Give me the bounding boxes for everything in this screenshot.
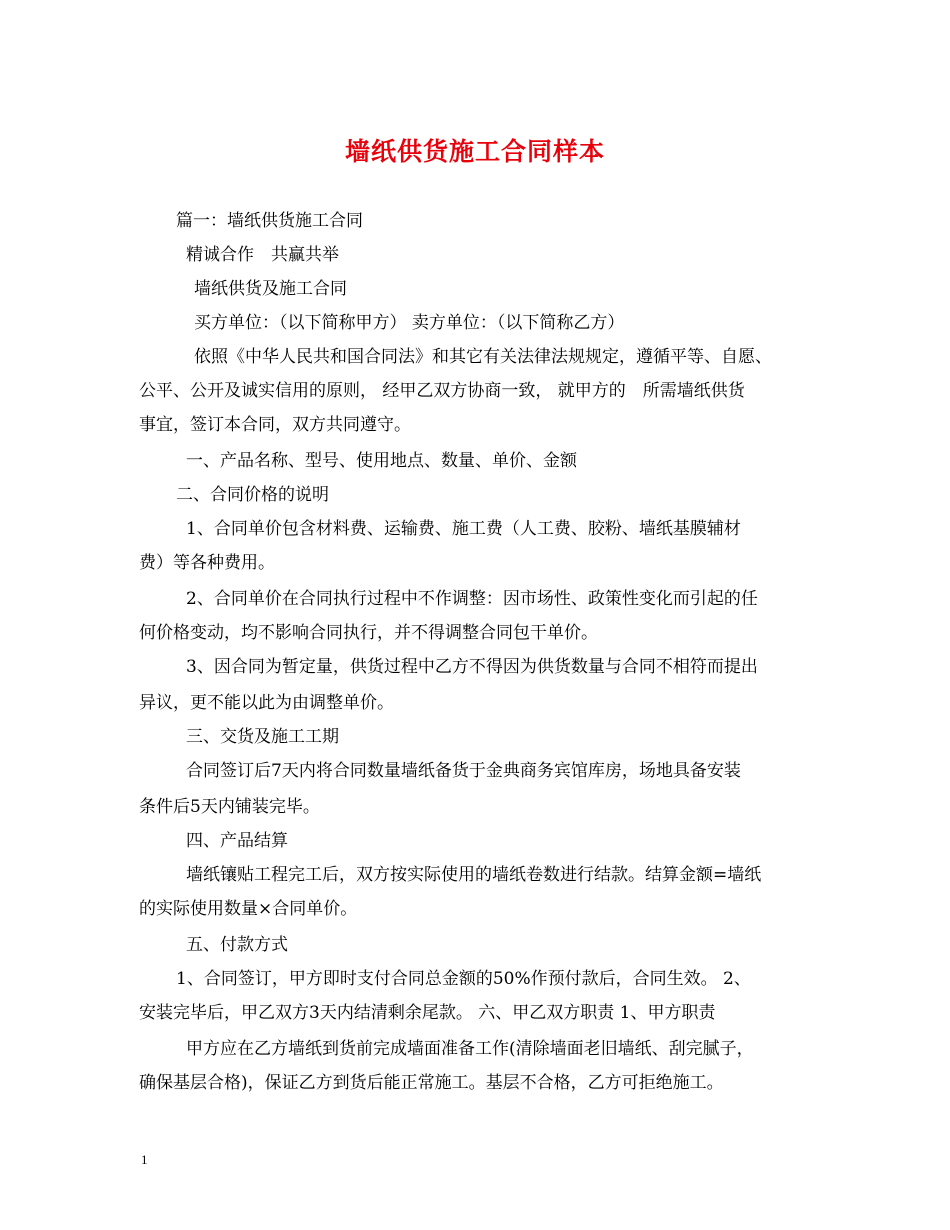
paragraph-line: 条件后5天内铺装完毕。 (139, 797, 320, 817)
paragraph-line: 1、合同签订，甲方即时支付合同总金额的50%作预付款后，合同生效。 2、 (176, 969, 751, 989)
paragraph-line: 事宜，签订本合同，双方共同遵守。 (139, 415, 411, 435)
paragraph-line: 合同签订后7天内将合同数量墙纸备货于金典商务宾馆库房，场地具备安装 (186, 761, 741, 781)
paragraph-line: 安装完毕后，甲乙双方3天内结清剩余尾款。 六、甲乙双方职责 1、甲方职责 (139, 1003, 716, 1023)
paragraph-line: 3、因合同为暂定量，供货过程中乙方不得因为供货数量与合同不相符而提出 (186, 657, 758, 677)
slogan-line: 精诚合作 共赢共举 (186, 245, 339, 265)
paragraph-line: 2、合同单价在合同执行过程中不作调整：因市场性、政策性变化而引起的任 (186, 589, 758, 609)
page-number: 1 (141, 1152, 148, 1167)
clause-heading: 二、合同价格的说明 (176, 485, 329, 505)
paragraph-line: 的实际使用数量×合同单价。 (139, 899, 358, 919)
paragraph-line: 1、合同单价包含材料费、运输费、施工费（人工费、胶粉、墙纸基膜辅材 (186, 519, 741, 539)
paragraph-line: 何价格变动，均不影响合同执行，并不得调整合同包干单价。 (139, 623, 598, 643)
paragraph-line: 公平、公开及诚实信用的原则， 经甲乙双方协商一致， 就甲方的 所需墙纸供货 (139, 381, 745, 401)
paragraph-line: 异议，更不能以此为由调整单价。 (139, 693, 394, 713)
section-heading-1: 篇一：墙纸供货施工合同 (176, 211, 363, 231)
clause-heading: 四、产品结算 (186, 831, 288, 851)
paragraph-line: 甲方应在乙方墙纸到货前完成墙面准备工作(清除墙面老旧墙纸、刮完腻子， (186, 1039, 754, 1059)
paragraph-line: 依照《中华人民共和国合同法》和其它有关法律法规规定，遵循平等、自愿、 (194, 347, 772, 367)
paragraph-line: 墙纸镶贴工程完工后，双方按实际使用的墙纸卷数进行结款。结算金额=墙纸 (186, 865, 762, 885)
clause-heading: 五、付款方式 (186, 935, 288, 955)
clause-heading: 一、产品名称、型号、使用地点、数量、单价、金额 (186, 451, 577, 471)
contract-subtitle: 墙纸供货及施工合同 (194, 279, 347, 299)
clause-heading: 三、交货及施工工期 (186, 727, 339, 747)
parties-line: 买方单位：（以下简称甲方） 卖方单位：（以下简称乙方） (194, 313, 625, 333)
paragraph-line: 费）等各种费用。 (139, 553, 275, 573)
paragraph-line: 确保基层合格)，保证乙方到货后能正常施工。基层不合格，乙方可拒绝施工。 (139, 1073, 724, 1093)
document-title: 墙纸供货施工合同样本 (344, 137, 605, 166)
